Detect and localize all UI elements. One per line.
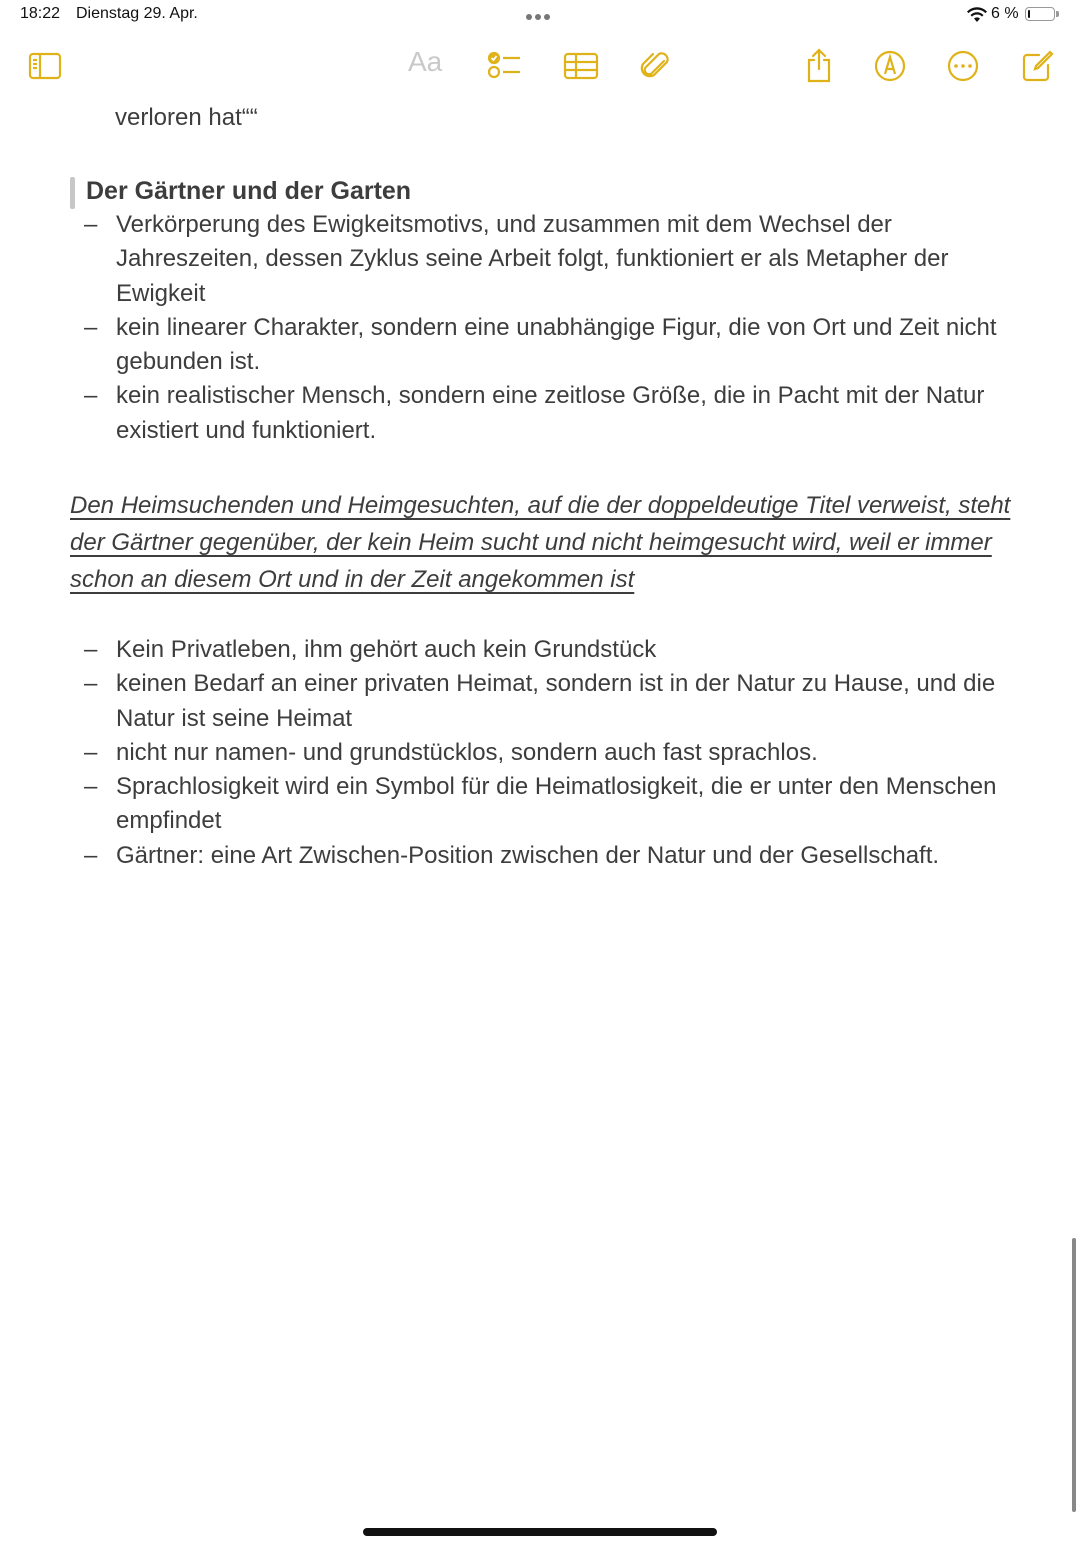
list-item: – Gärtner: eine Art Zwischen-Position zwischen der Natur und der Gesellschaft.	[84, 841, 940, 869]
battery-icon	[1025, 7, 1055, 21]
second-list	[84, 633, 1024, 873]
home-indicator[interactable]	[363, 1528, 717, 1536]
markup-button[interactable]	[868, 44, 912, 88]
format-button[interactable]: Aa	[408, 46, 443, 77]
markup-icon	[872, 48, 908, 84]
sidebar-button[interactable]	[23, 44, 67, 88]
underlined-paragraph: Den Heimsuchenden und Heimgesuchten, auf die der doppeldeutige Titel verweist, steht der Gärtner gegenüber, der kein Heim sucht und nicht heimgesucht wird, weil er immer schon an diesem Ort und in der Zeit angekommen ist	[70, 492, 1011, 593]
scrollbar[interactable]	[1072, 1238, 1076, 1512]
compose-icon	[1019, 48, 1055, 84]
checklist-icon	[486, 48, 522, 84]
paperclip-icon	[637, 48, 673, 84]
share-icon	[801, 48, 837, 84]
wifi-icon	[966, 6, 988, 24]
list-item: – kein linearer Charakter, sondern eine unabhängige Figur, die von Ort und Zeit nicht gebunden ist.	[84, 313, 997, 376]
share-button[interactable]	[797, 44, 841, 88]
attachment-button[interactable]	[633, 44, 677, 88]
battery-percent: 6 %	[991, 5, 1019, 22]
toolbar	[0, 40, 1080, 90]
checklist-button[interactable]	[482, 44, 526, 88]
heading-collapse-bar[interactable]	[70, 177, 75, 209]
list-item: – Kein Privatleben, ihm gehört auch kein Grundstück	[84, 636, 657, 663]
more-button[interactable]	[941, 44, 985, 88]
multitasking-dots-icon[interactable]	[526, 7, 556, 21]
list-item: – Sprachlosigkeit wird ein Symbol für die Heimatlosigkeit, die er unter den Menschen empfindet	[84, 773, 997, 835]
table-button[interactable]	[559, 44, 603, 88]
more-icon	[945, 48, 981, 84]
table-icon	[563, 48, 599, 84]
list-item: – Verkörperung des Ewigkeitsmotivs, und zusammen mit dem Wechsel der Jahreszeiten, dessen Zyklus seine Arbeit folgt, funktioniert er als Metapher der Ewigkeit	[84, 211, 949, 307]
list-item: – keinen Bedarf an einer privaten Heimat, sondern ist in der Natur zu Hause, und die Natur ist seine Heimat	[84, 670, 996, 732]
status-time: 18:22	[20, 5, 61, 22]
list-item: – nicht nur namen- und grundstücklos, sondern auch fast sprachlos.	[84, 738, 818, 766]
status-date: Dienstag 29. Apr.	[76, 5, 198, 22]
list-item: – kein realistischer Mensch, sondern eine zeitlose Größe, die in Pacht mit der Natur existiert und funktioniert.	[84, 382, 985, 444]
compose-button[interactable]	[1015, 44, 1059, 88]
note-text-line: verloren hat““	[115, 104, 258, 131]
section-heading: Der Gärtner und der Garten	[86, 177, 412, 205]
status-bar	[0, 0, 1080, 30]
sidebar-icon	[27, 48, 63, 84]
battery-level	[1028, 10, 1030, 18]
section-list	[84, 208, 1024, 448]
